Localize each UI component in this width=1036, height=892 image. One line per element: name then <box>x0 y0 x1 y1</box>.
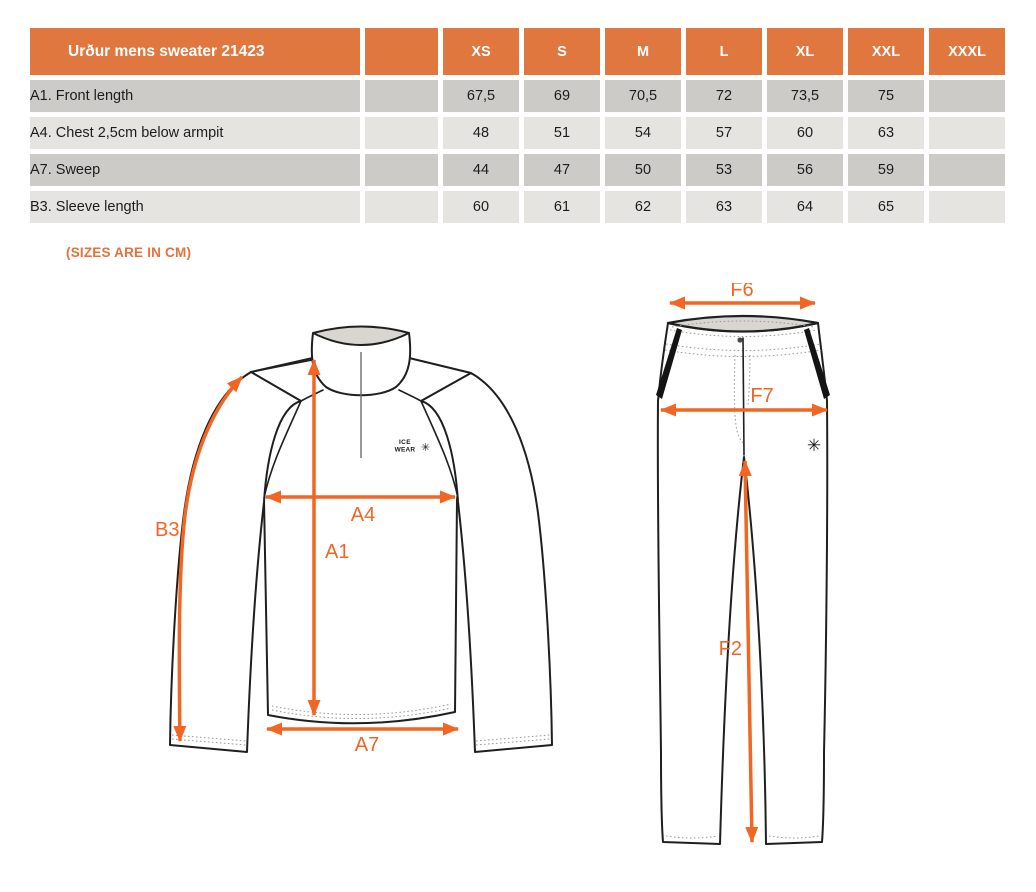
size-header-s: S <box>524 28 600 75</box>
measure-label: B3. Sleeve length <box>30 191 360 223</box>
size-value-cell: 44 <box>443 154 519 186</box>
snowflake-icon: ✳ <box>421 441 431 454</box>
size-value-cell: 69 <box>524 80 600 112</box>
size-value-cell: 62 <box>605 191 681 223</box>
size-value-cell: 67,5 <box>443 80 519 112</box>
size-value-cell: 61 <box>524 191 600 223</box>
label-f2: F2 <box>718 638 742 660</box>
table-row <box>30 80 1005 112</box>
size-value-cell: 57 <box>686 117 762 149</box>
sweater-outline <box>170 327 552 753</box>
size-header-xl: XL <box>767 28 843 75</box>
label-a7: A7 <box>354 734 380 756</box>
sweater-diagram <box>150 295 570 765</box>
size-value-cell: 73,5 <box>767 80 843 112</box>
size-header-m: M <box>605 28 681 75</box>
size-header-l: L <box>686 28 762 75</box>
size-value-cell: 75 <box>848 80 924 112</box>
size-value-cell: 72 <box>686 80 762 112</box>
size-value-cell: 70,5 <box>605 80 681 112</box>
size-value-cell: 54 <box>605 117 681 149</box>
brand-logo-line1: ICE <box>398 439 412 446</box>
size-value-cell: 48 <box>443 117 519 149</box>
row-spacer <box>365 117 438 149</box>
table-header-spacer <box>365 28 438 75</box>
size-header-xxl: XXL <box>848 28 924 75</box>
size-value-cell: 59 <box>848 154 924 186</box>
size-header-xxxl: XXXL <box>929 28 1005 75</box>
measure-label: A1. Front length <box>30 80 360 112</box>
label-f7: F7 <box>750 385 774 407</box>
sizes-note: (SIZES ARE IN CM) <box>66 245 192 260</box>
label-b3: B3 <box>155 519 180 541</box>
row-spacer <box>365 154 438 186</box>
measure-label: A4. Chest 2,5cm below armpit <box>30 117 360 149</box>
brand-logo-line2: WEAR <box>394 446 416 454</box>
size-value-cell: 65 <box>848 191 924 223</box>
size-value-cell: 50 <box>605 154 681 186</box>
table-row <box>30 154 1005 186</box>
table-title: Urður mens sweater 21423 <box>30 28 360 75</box>
label-a1: A1 <box>325 541 350 563</box>
label-f6: F6 <box>730 283 754 301</box>
snowflake-icon: ✳ <box>806 436 822 456</box>
size-table-header-row <box>30 28 1005 75</box>
size-value-cell <box>929 80 1005 112</box>
size-value-cell: 56 <box>767 154 843 186</box>
size-value-cell: 60 <box>767 117 843 149</box>
pants-outline <box>656 316 830 844</box>
fly-seam <box>743 338 744 455</box>
size-value-cell: 47 <box>524 154 600 186</box>
size-value-cell <box>929 191 1005 223</box>
size-value-cell <box>929 117 1005 149</box>
size-value-cell: 53 <box>686 154 762 186</box>
size-value-cell: 64 <box>767 191 843 223</box>
size-table <box>25 23 1010 228</box>
table-row <box>30 117 1005 149</box>
row-spacer <box>365 191 438 223</box>
size-value-cell: 51 <box>524 117 600 149</box>
size-value-cell: 63 <box>848 117 924 149</box>
size-header-xs: XS <box>443 28 519 75</box>
size-value-cell: 63 <box>686 191 762 223</box>
row-spacer <box>365 80 438 112</box>
table-row <box>30 191 1005 223</box>
measure-label: A7. Sweep <box>30 154 360 186</box>
size-value-cell <box>929 154 1005 186</box>
pants-diagram <box>630 283 890 883</box>
size-value-cell: 60 <box>443 191 519 223</box>
label-a4: A4 <box>350 504 376 526</box>
waist-button <box>737 337 742 342</box>
